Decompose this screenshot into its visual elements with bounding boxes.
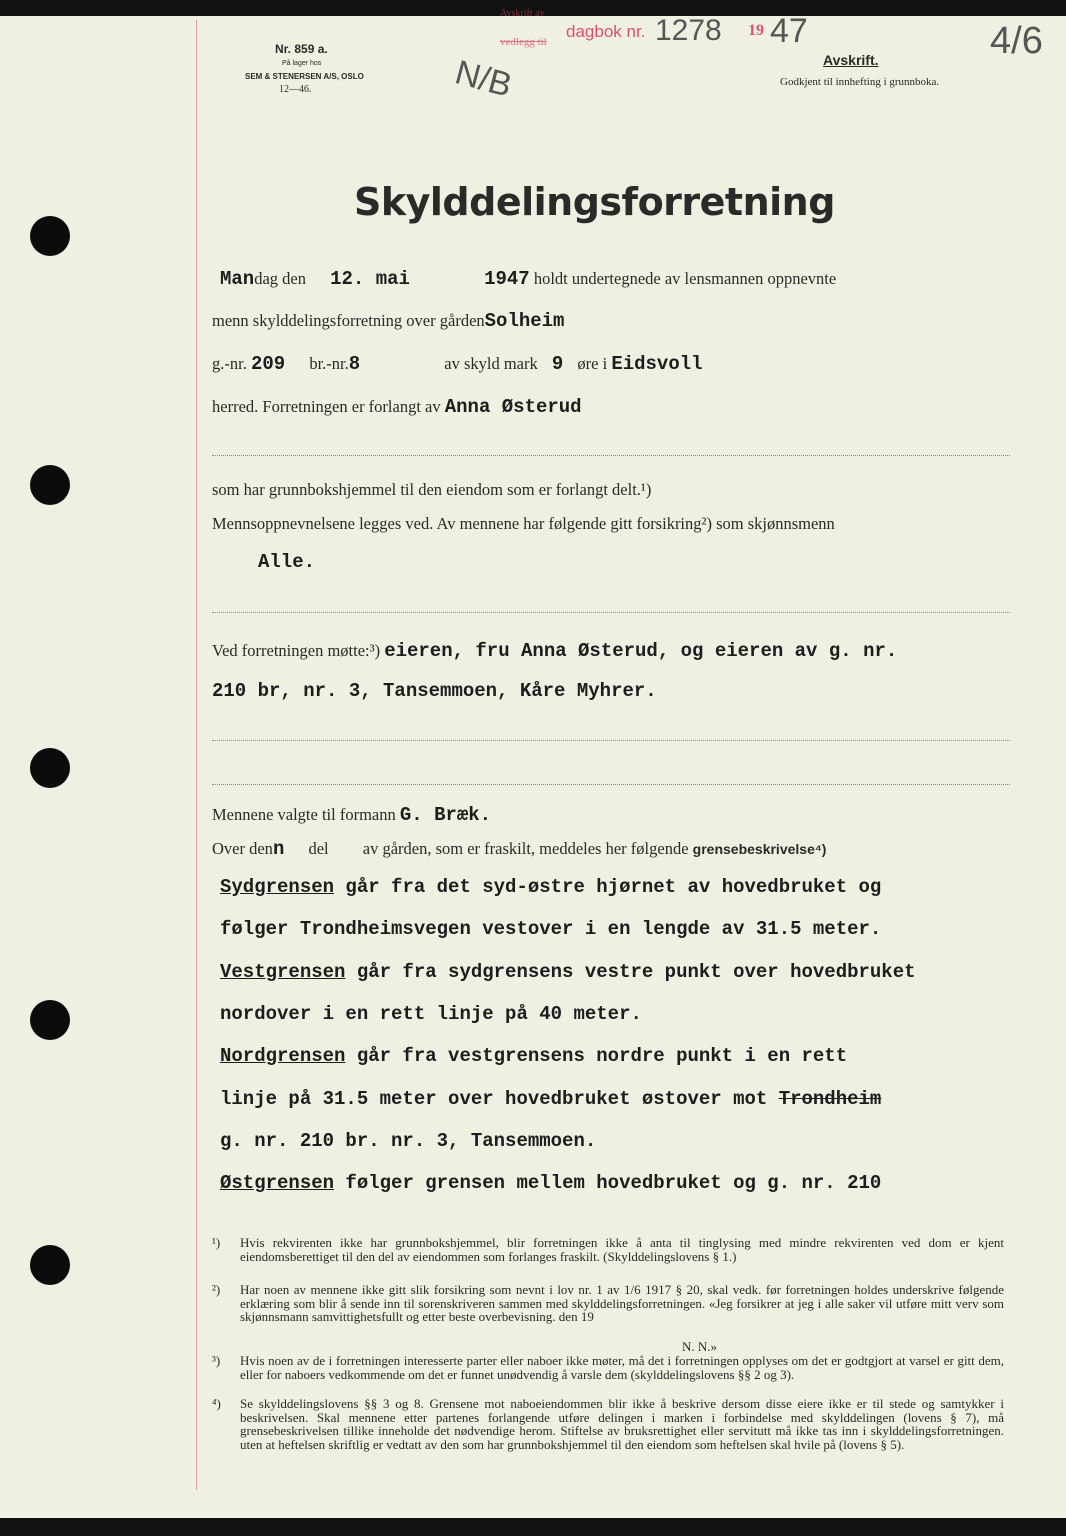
requester-value: Anna Østerud [444,396,582,418]
footnote-text: Har noen av mennene ikke gitt slik forsikring som nevnt i lov nr. 1 av 1/6 1917 § 20, skal vedk. før forretningen holdes underskrive følgende erklæring som blir å sende inn til sorenskriveren sammen med skylddelingsforretningen. «Jeg forsikrer at jeg i alle saker vil utføre mitt verv som skjønnsmann samvittighetsfullt og etter beste overbevisning. den 19 [240,1282,1004,1324]
avskrift-label: Avskrift. [823,52,879,68]
boundary-text: går fra det syd-østre hjørnet av hovedbruket og [334,876,882,898]
sworn-value: Alle. [258,551,316,573]
stamp-top: Avskrift av [500,8,545,19]
label: Mennene valgte til formann [212,805,396,824]
boundary-name: Vestgrensen [220,960,346,983]
label: øre [577,354,599,373]
struck-text: Trondheim [778,1087,882,1110]
footnote-number: ⁴) [212,1396,221,1411]
label: av skyld mark [444,354,538,373]
boundary-text: g. nr. 210 br. nr. 3, Tansemmoen. [220,1129,597,1152]
attendees-value-cont: 210 br, nr. 3, Tansemmoen, Kåre Myhrer. [212,680,657,702]
boundary-text: følger Trondheimsvegen vestover i en lengde av 31.5 meter. [220,918,882,941]
blank-line [212,455,1010,456]
form-line-6: Mennsoppnevnelsene legges ved. Av mennene har følgende gitt forsikring²) som skjønnsmenn [212,514,835,533]
margin-line [196,20,197,1490]
date-hand: 4/6 [990,20,1043,62]
signature-placeholder: N. N.» [682,1339,718,1354]
boundary-name: Sydgrensen [220,876,335,898]
description-line [220,918,881,940]
form-line-2 [212,310,564,332]
year-value: 1947 [484,268,530,290]
punch-hole-icon [30,1000,70,1040]
footnote [212,1236,1004,1263]
publisher-line1: På lager hos [282,60,322,67]
dagbok-number: 1278 [655,14,722,47]
description-line [220,1003,642,1025]
boundary-text: nordover i en rett linje på 40 meter. [220,1002,642,1025]
footnote-text: Hvis noen av de i forretningen interesserte parter eller naboer ikke møter, må det i forretningen opplyses om det er godtgjort at varsel er gitt dem, eller for naboers vedkommende om det er funnet unødvendig å varsle dem (skylddelingslovens §§ 2 og 3). [240,1353,1004,1382]
boundary-text: linje på 31.5 meter over hovedbruket østover mot [220,1087,779,1110]
part-value: n [272,838,285,860]
label: holdt undertegnede av lensmannen oppnevnte [533,269,837,288]
footnote [212,1283,1004,1324]
year-prefix: 19 [748,22,764,39]
stamp-bottom: vedlegg til [500,36,547,48]
blank-line [212,784,1010,785]
year-hand: 47 [770,12,808,50]
gnr-value: 209 [250,353,286,375]
description-line [220,961,916,983]
label: herred. Forretningen er forlangt av [212,397,441,416]
label: dag den [254,269,306,288]
label: del [308,839,329,858]
form-number: Nr. 859 a. [275,42,328,56]
form-line-11 [212,838,826,860]
skyld-value: 9 [551,353,564,375]
label: menn skylddelingsforretning over gården [212,311,485,330]
footnote [212,1340,1004,1354]
boundary-name: Nordgrensen [220,1045,346,1068]
municipality-value: Eidsvoll [611,353,703,375]
punch-hole-icon [30,465,70,505]
scan-border-bottom [0,1518,1066,1536]
label: Over den [212,839,273,858]
boundary-text: går fra vestgrensens nordre punkt i en rett [345,1045,848,1068]
punch-hole-icon [30,1245,70,1285]
weekday-value: Man [220,268,255,290]
description-line [220,1045,847,1067]
margin-note: N/B [451,53,516,105]
form-line-5: som har grunnbokshjemmel til den eiendom som er forlangt delt.¹) [212,480,652,499]
date-value: 12. mai [330,268,410,290]
label: grensebeskrivelse⁴) [692,841,827,857]
approved-text: Godkjent til innhefting i grunnboka. [780,76,940,88]
footnote-number: ³) [212,1353,221,1368]
footnote-number: ²) [212,1282,221,1297]
boundary-name: Østgrensen [220,1172,335,1195]
punch-hole-icon [30,748,70,788]
form-line-4 [212,396,582,418]
form-line-3 [212,353,703,375]
page-title: Skylddelingsforretning [354,180,835,224]
blank-line [212,740,1010,741]
form-line-10 [212,804,491,826]
punch-hole-icon [30,216,70,256]
farm-name-value: Solheim [484,310,565,332]
blank-line [212,612,1010,613]
label: g.-nr. [212,354,247,373]
footnote-text: Se skylddelingslovens §§ 3 og 8. Grensene mot naboeiendommen blir ikke å beskrive dersom disse eiere ikke er til stede og samtykker i beskrivelsen. Skal mennene etter partenes forlangende utføre delingen i marken i forbindelse med skylddelingen (lovens § 7), må grensebeskrivelsen tillike inneholde det nødvendige herom. Stiftelse av bruksrettighet eller servitutt må ikke tas inn i skylddelingsforretningen. uten at heftelsen skriftlig er vedtatt av den som har grunnbokshjemmel til den eiendom som heftelsen skal hvile på (lovens § 5). [240,1396,1004,1452]
footnote [212,1397,1004,1451]
dagbok-label: dagbok nr. [566,22,646,41]
description-line [220,876,881,898]
publisher-line2: SEM & STENERSEN A/S, OSLO [245,72,364,81]
form-line-1 [220,268,836,290]
publisher-date: 12—46. [279,84,312,95]
label: i [602,354,608,373]
boundary-text: følger grensen mellem hovedbruket og g. nr. 210 [334,1172,882,1195]
chairman-value: G. Bræk. [399,804,492,826]
label: av gården, som er fraskilt, meddeles her følgende [362,839,689,858]
label: Ved forretningen møtte:³) [212,641,381,660]
attendees-value: eieren, fru Anna Østerud, og eieren av g. nr. [384,640,898,662]
bnr-value: 8 [348,353,361,375]
description-line [220,1172,881,1194]
description-line [220,1130,596,1152]
label: br.-nr. [309,354,349,373]
footnote-number: ¹) [212,1235,221,1250]
footnote [212,1354,1004,1381]
description-line [220,1088,881,1110]
form-line-8 [212,640,897,662]
footnote-text: Hvis rekvirenten ikke har grunnbokshjemmel, blir forretningen ikke å anta til tinglysing med mindre rekvirenten ved dom er kjent eiendomsberettiget til den del av eiendommen som forlanges fraskilt. (Skylddelingslovens § 1.) [240,1235,1004,1264]
boundary-text: går fra sydgrensens vestre punkt over hovedbruket [345,960,916,983]
